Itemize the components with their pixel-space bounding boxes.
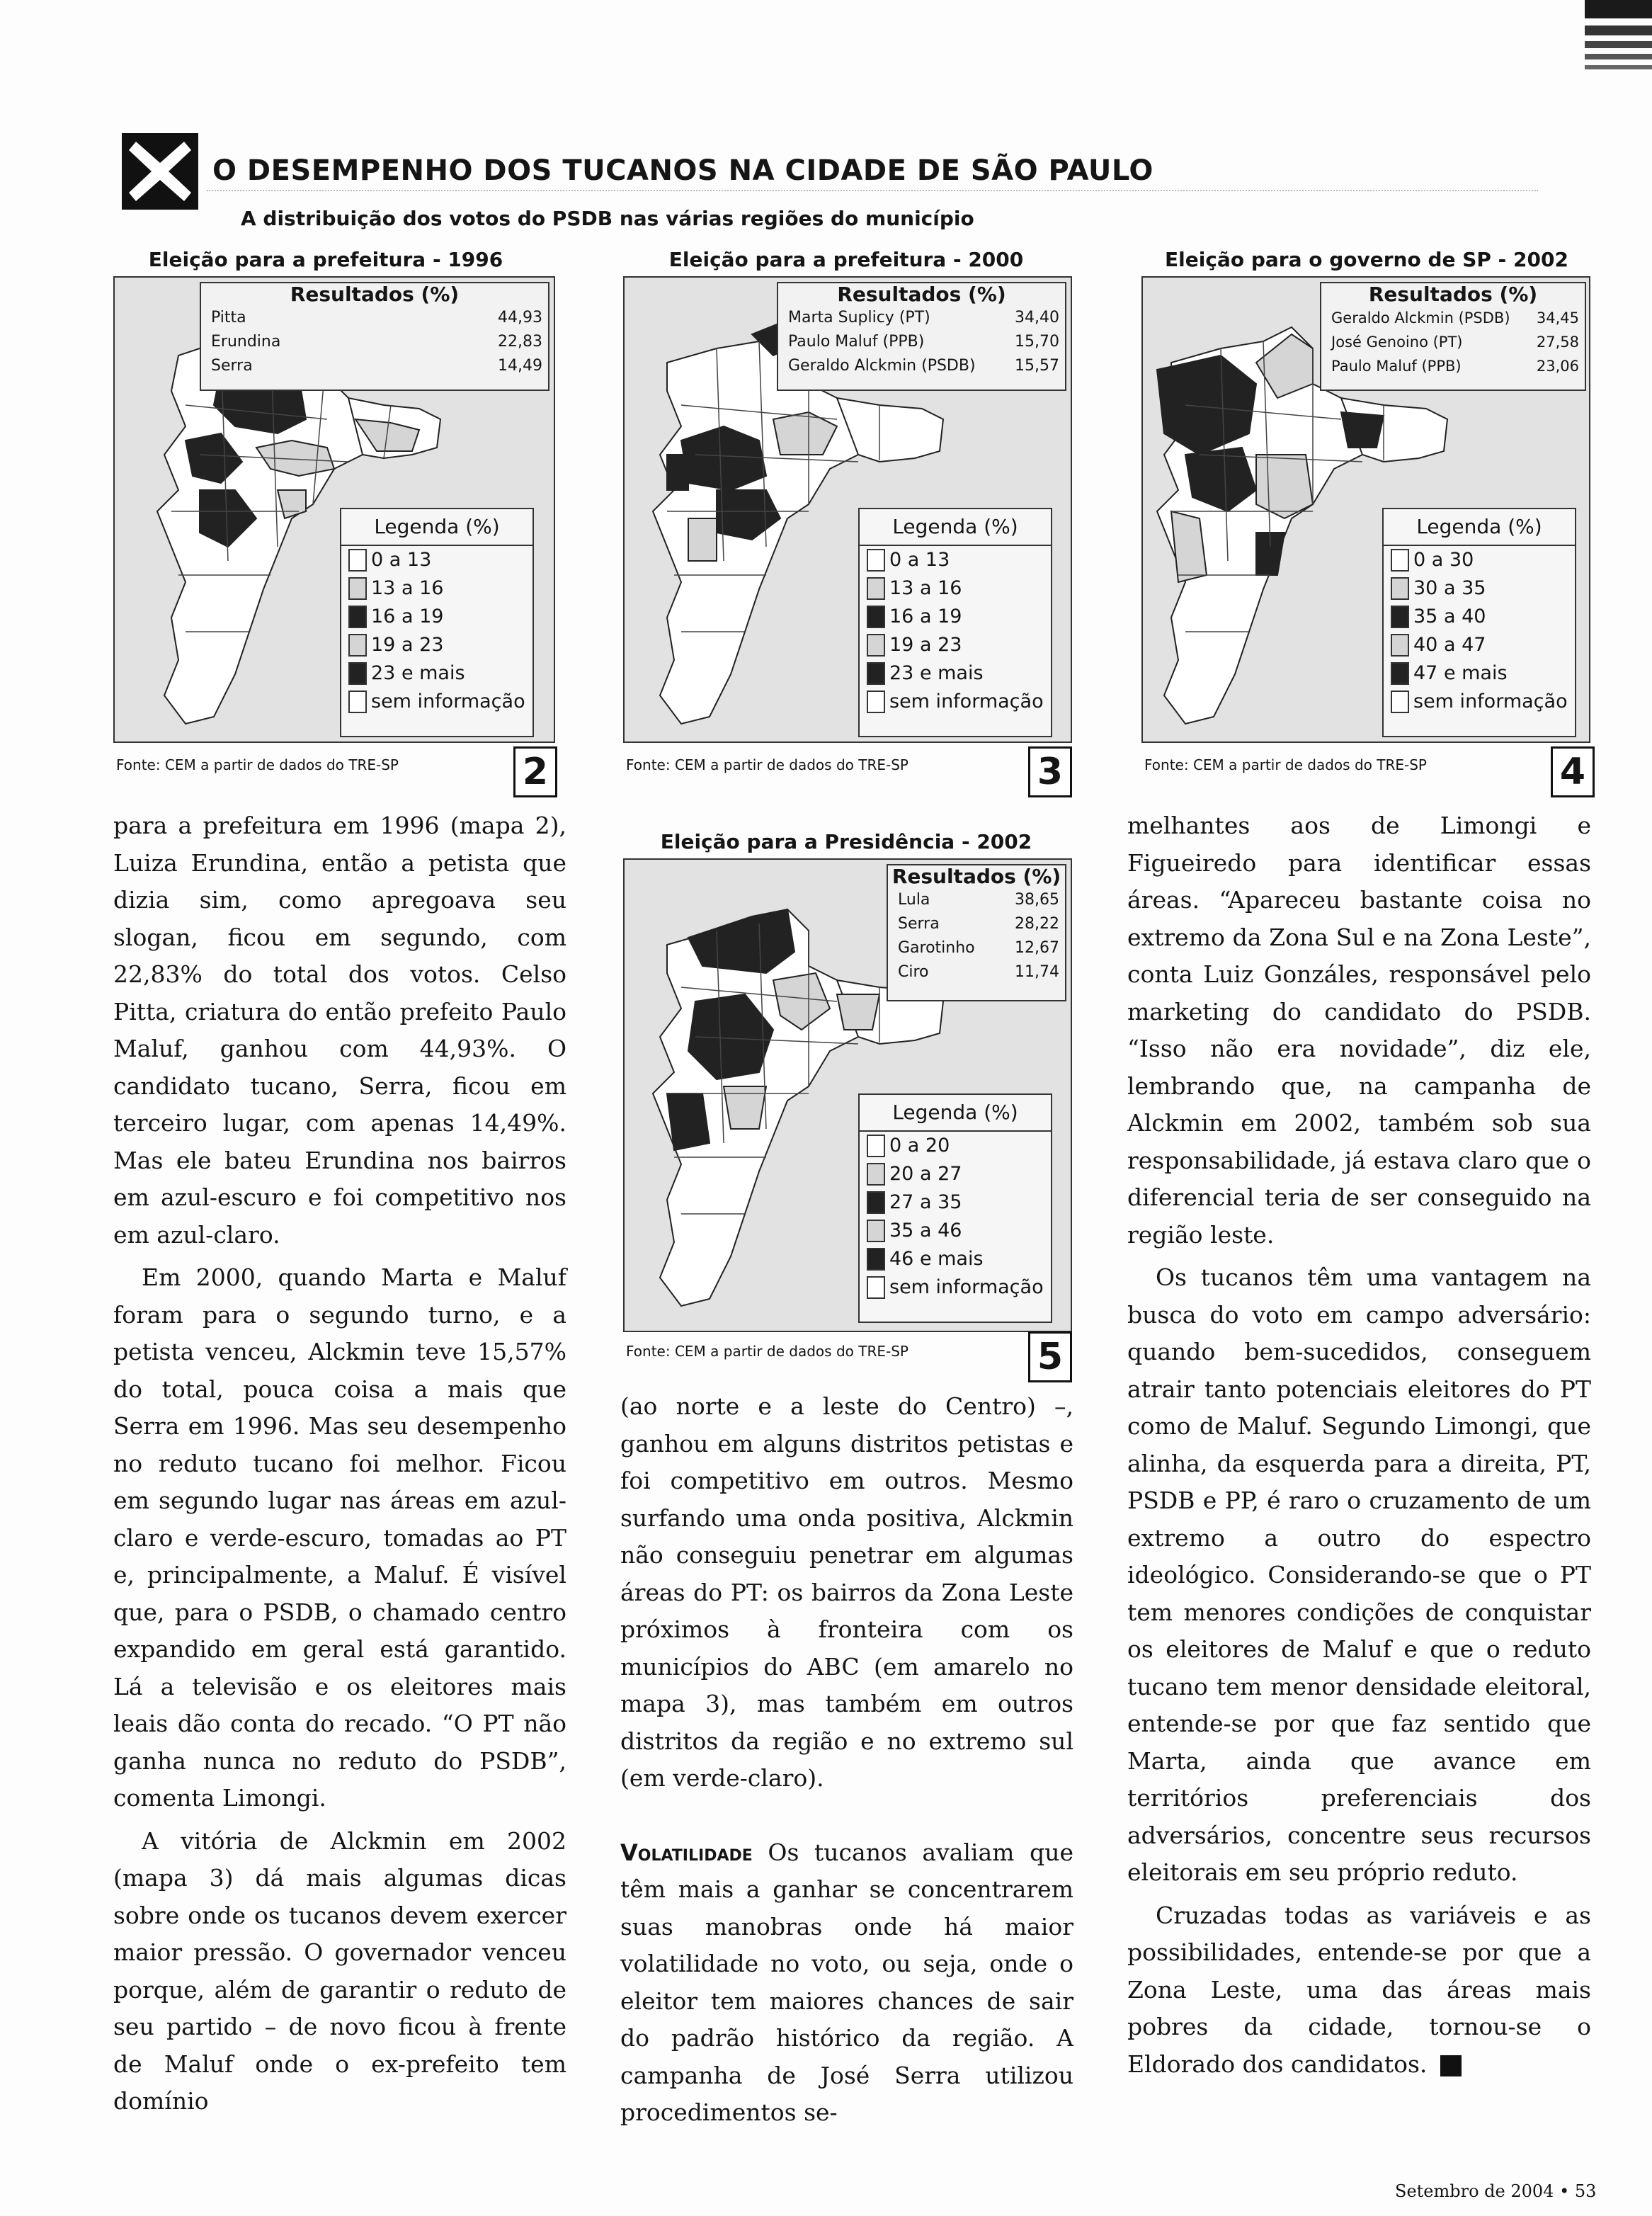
paragraph bbox=[620, 1834, 1073, 2132]
legend-swatch bbox=[348, 549, 367, 572]
legend-swatch bbox=[867, 1248, 885, 1271]
legend-swatch bbox=[867, 577, 885, 600]
result-name: Lula bbox=[898, 891, 930, 909]
legend-swatch bbox=[348, 606, 367, 628]
legend-swatch bbox=[867, 1220, 885, 1242]
result-name: Pitta bbox=[211, 309, 246, 326]
article-column-1 bbox=[113, 807, 566, 2120]
legend-swatch bbox=[1391, 662, 1409, 685]
result-value: 15,70 bbox=[1015, 333, 1059, 351]
legend-label: 0 a 30 bbox=[1413, 549, 1474, 571]
legend-label: sem informação bbox=[371, 691, 525, 712]
paragraph bbox=[1127, 1897, 1591, 2084]
map-number: 3 bbox=[1028, 746, 1072, 797]
legend-swatch bbox=[1391, 634, 1409, 657]
legend-title: Legenda (%) bbox=[341, 509, 532, 546]
map-number: 2 bbox=[513, 746, 557, 797]
map-source: Fonte: CEM a partir de dados do TRE-SP bbox=[116, 756, 399, 773]
legend-swatch bbox=[867, 1276, 885, 1299]
map-title: Eleição para a prefeitura - 1996 bbox=[148, 248, 503, 271]
result-name: José Genoino (PT) bbox=[1331, 334, 1463, 351]
map-panel bbox=[623, 276, 1072, 743]
legend-label: 47 e mais bbox=[1413, 662, 1508, 684]
legend-label: 0 a 20 bbox=[889, 1135, 950, 1157]
legend-label: 23 e mais bbox=[889, 662, 984, 684]
page-title: O DESEMPENHO DOS TUCANOS NA CIDADE DE SÃO PAULO bbox=[212, 154, 1153, 187]
legend-label: 30 a 35 bbox=[1413, 577, 1486, 599]
paragraph: A vitória de Alckmin em 2002 (mapa 3) dá mais algumas dicas sobre onde os tucanos devem exercer maior pressão. O governador venceu porque, além de garantir o reduto de seu partido – de novo ficou à frente de Maluf onde o ex-prefeito tem domínio bbox=[113, 1826, 566, 2115]
map-number: 4 bbox=[1551, 746, 1595, 797]
result-value: 11,74 bbox=[1015, 963, 1059, 981]
legend-label: 16 a 19 bbox=[889, 606, 962, 627]
result-value: 22,83 bbox=[498, 333, 542, 351]
legend-box bbox=[1382, 508, 1576, 737]
legend-label: sem informação bbox=[889, 1276, 1044, 1298]
result-name: Ciro bbox=[898, 963, 929, 981]
legend-swatch bbox=[867, 1135, 885, 1157]
results-box bbox=[887, 864, 1066, 1001]
result-name: Geraldo Alckmin (PSDB) bbox=[788, 357, 976, 375]
results-title: Resultados (%) bbox=[1368, 283, 1538, 306]
legend-swatch bbox=[867, 662, 885, 685]
paragraph: Os tucanos têm uma vantagem na busca do voto em campo adversário: quando bem-sucedidos, conseguem atrair tanto potenciais eleitores do PT como de Maluf. Segundo Limongi, que alinha, da esquerda para a direita, PT, PSDB e PP, é raro o cruzamento de um extremo a outro do espectro ideológico. Considerando-se que o PT tem menores condições de conquistar os eleitores de Maluf e que o reduto tucano tem menor densidade eleitoral, entende-se por que faz sentido que Marta, ainda que avance em territórios preferenciais dos adversários, concentre seus recursos eleitorais em seu próprio reduto. bbox=[1127, 1263, 1591, 1886]
legend-swatch bbox=[1391, 549, 1409, 572]
legend-label: 19 a 23 bbox=[371, 634, 444, 656]
result-name: Garotinho bbox=[898, 939, 975, 957]
legend-box bbox=[340, 508, 534, 737]
result-name: Paulo Maluf (PPB) bbox=[1331, 358, 1462, 375]
article-column-2 bbox=[620, 1388, 1073, 2132]
result-value: 28,22 bbox=[1015, 915, 1059, 933]
result-value: 15,57 bbox=[1015, 357, 1059, 375]
map-title: Eleição para a Presidência - 2002 bbox=[660, 830, 1032, 853]
legend-label: sem informação bbox=[889, 691, 1044, 712]
map-title: Eleição para o governo de SP - 2002 bbox=[1165, 248, 1568, 271]
map-number: 5 bbox=[1028, 1331, 1072, 1382]
legend-swatch bbox=[867, 606, 885, 628]
end-mark-icon bbox=[1440, 2055, 1462, 2076]
results-title: Resultados (%) bbox=[891, 865, 1061, 888]
paragraph-text: Os tucanos avaliam que têm mais a ganhar se concentrarem suas manobras onde há maior volatilidade no voto, ou seja, onde o eleitor tem maiores chances de sair do padrão histórico da região. A campanha de José Serra utilizou procedimentos se- bbox=[620, 1838, 1073, 2126]
map-title: Eleição para a prefeitura - 2000 bbox=[668, 248, 1024, 271]
corner-bars-icon bbox=[1585, 0, 1652, 92]
legend-label: 46 e mais bbox=[889, 1248, 984, 1270]
legend-label: 0 a 13 bbox=[889, 549, 950, 571]
paragraph: (ao norte e a leste do Centro) –, ganhou em alguns distritos petistas e foi competitivo em outros. Mesmo surfando uma onda positiva, Alckmin não conseguiu penetrar em algumas áreas do PT: os bairros da Zona Leste próximos à fronteira com os municípios do ABC (em amarelo no mapa 3), mas também em outros distritos da região e no extremo sul (em verde-claro). bbox=[620, 1392, 1073, 1792]
result-value: 12,67 bbox=[1015, 939, 1059, 957]
legend-label: 16 a 19 bbox=[371, 606, 444, 627]
result-value: 34,45 bbox=[1536, 309, 1579, 326]
article-column-3 bbox=[1127, 807, 1591, 2083]
legend-label: 19 a 23 bbox=[889, 634, 962, 656]
legend-title: Legenda (%) bbox=[1384, 509, 1575, 546]
section-heading: Volatilidade bbox=[620, 1839, 753, 1866]
results-box bbox=[777, 282, 1066, 391]
paragraph: para a prefeitura em 1996 (mapa 2), Luiza Erundina, então a petista que dizia sim, como apregoava seu slogan, ficou em segundo, com 22,83% do total dos votos. Celso Pitta, criatura do então prefeito Paulo Maluf, ganhou com 44,93%. O candidato tucano, Serra, ficou em terceiro lugar, com apenas 14,49%. Mas ele bateu Erundina nos bairros em azul-escuro e foi competitivo nos em azul-claro. bbox=[113, 812, 566, 1249]
map-panel bbox=[1141, 276, 1590, 743]
legend-title: Legenda (%) bbox=[860, 509, 1051, 546]
page-subtitle: A distribuição dos votos do PSDB nas várias regiões do município bbox=[241, 207, 974, 230]
result-name: Serra bbox=[211, 357, 253, 375]
legend-swatch bbox=[1391, 577, 1409, 600]
legend-label: 13 a 16 bbox=[371, 577, 444, 599]
legend-label: 40 a 47 bbox=[1413, 634, 1486, 656]
map-source: Fonte: CEM a partir de dados do TRE-SP bbox=[626, 756, 908, 773]
result-name: Serra bbox=[898, 915, 940, 933]
map-panel bbox=[623, 858, 1072, 1332]
legend-swatch bbox=[867, 1191, 885, 1214]
result-value: 44,93 bbox=[498, 309, 542, 326]
legend-swatch bbox=[348, 577, 367, 600]
title-rule bbox=[207, 190, 1538, 191]
legend-label: sem informação bbox=[1413, 691, 1568, 712]
legend-label: 0 a 13 bbox=[371, 549, 432, 571]
legend-label: 23 e mais bbox=[371, 662, 465, 684]
results-box bbox=[1320, 282, 1586, 391]
results-title: Resultados (%) bbox=[837, 283, 1006, 306]
map-source: Fonte: CEM a partir de dados do TRE-SP bbox=[626, 1343, 908, 1360]
paragraph-text: Cruzadas todas as variáveis e as possibilidades, entende-se por que a Zona Leste, uma das áreas mais pobres da cidade, tornou-se o Eldorado dos candidatos. bbox=[1127, 1901, 1591, 2078]
result-value: 27,58 bbox=[1536, 334, 1579, 351]
legend-label: 13 a 16 bbox=[889, 577, 962, 599]
legend-label: 20 a 27 bbox=[889, 1163, 962, 1185]
legend-swatch bbox=[348, 634, 367, 657]
legend-swatch bbox=[1391, 691, 1409, 713]
page-footer: Setembro de 2004 • 53 bbox=[1395, 2181, 1597, 2201]
result-value: 38,65 bbox=[1015, 891, 1059, 909]
legend-box bbox=[858, 1093, 1052, 1323]
legend-swatch bbox=[348, 691, 367, 713]
result-name: Paulo Maluf (PPB) bbox=[788, 333, 925, 351]
legend-box bbox=[858, 508, 1052, 737]
legend-label: 35 a 40 bbox=[1413, 606, 1486, 627]
results-title: Resultados (%) bbox=[290, 283, 460, 306]
legend-swatch bbox=[348, 662, 367, 685]
paragraph: melhantes aos de Limongi e Figueiredo para identificar essas áreas. “Apareceu bastante coisa no extremo da Zona Sul e na Zona Leste”, conta Luiz Gonzáles, responsável pelo marketing do candidato do PSDB. “Isso não era novidade”, diz ele, lembrando que, na campanha de Alckmin em 2002, também sob sua responsabilidade, já estava claro que o diferencial teria de ser conseguido na região leste. bbox=[1127, 812, 1591, 1249]
result-name: Marta Suplicy (PT) bbox=[788, 309, 930, 326]
result-name: Erundina bbox=[211, 333, 281, 351]
results-box bbox=[200, 282, 549, 391]
legend-title: Legenda (%) bbox=[860, 1095, 1051, 1132]
result-value: 14,49 bbox=[498, 357, 542, 375]
legend-swatch bbox=[867, 691, 885, 713]
legend-label: 27 a 35 bbox=[889, 1191, 962, 1213]
legend-swatch bbox=[1391, 606, 1409, 628]
legend-swatch bbox=[867, 549, 885, 572]
result-value: 23,06 bbox=[1536, 358, 1579, 375]
legend-swatch bbox=[867, 1163, 885, 1186]
x-logo-icon bbox=[122, 133, 198, 210]
result-name: Geraldo Alckmin (PSDB) bbox=[1331, 309, 1510, 326]
legend-label: 35 a 46 bbox=[889, 1220, 962, 1241]
paragraph: Em 2000, quando Marta e Maluf foram para o segundo turno, e a petista venceu, Alckmin teve 15,57% do total, pouca coisa a mais que Serra em 1996. Mas seu desempenho no reduto tucano foi melhor. Ficou em segundo lugar nas áreas em azul-claro e verde-escuro, tomadas ao PT e, principalmente, a Maluf. É visível que, para o PSDB, o chamado centro expandido em geral está garantido. Lá a televisão e os eleitores mais leais dão conta do recado. “O PT não ganha nunca no reduto do PSDB”, comenta Limongi. bbox=[113, 1263, 566, 1812]
result-value: 34,40 bbox=[1015, 309, 1059, 326]
map-panel bbox=[113, 276, 555, 743]
map-source: Fonte: CEM a partir de dados do TRE-SP bbox=[1144, 756, 1427, 773]
legend-swatch bbox=[867, 634, 885, 657]
